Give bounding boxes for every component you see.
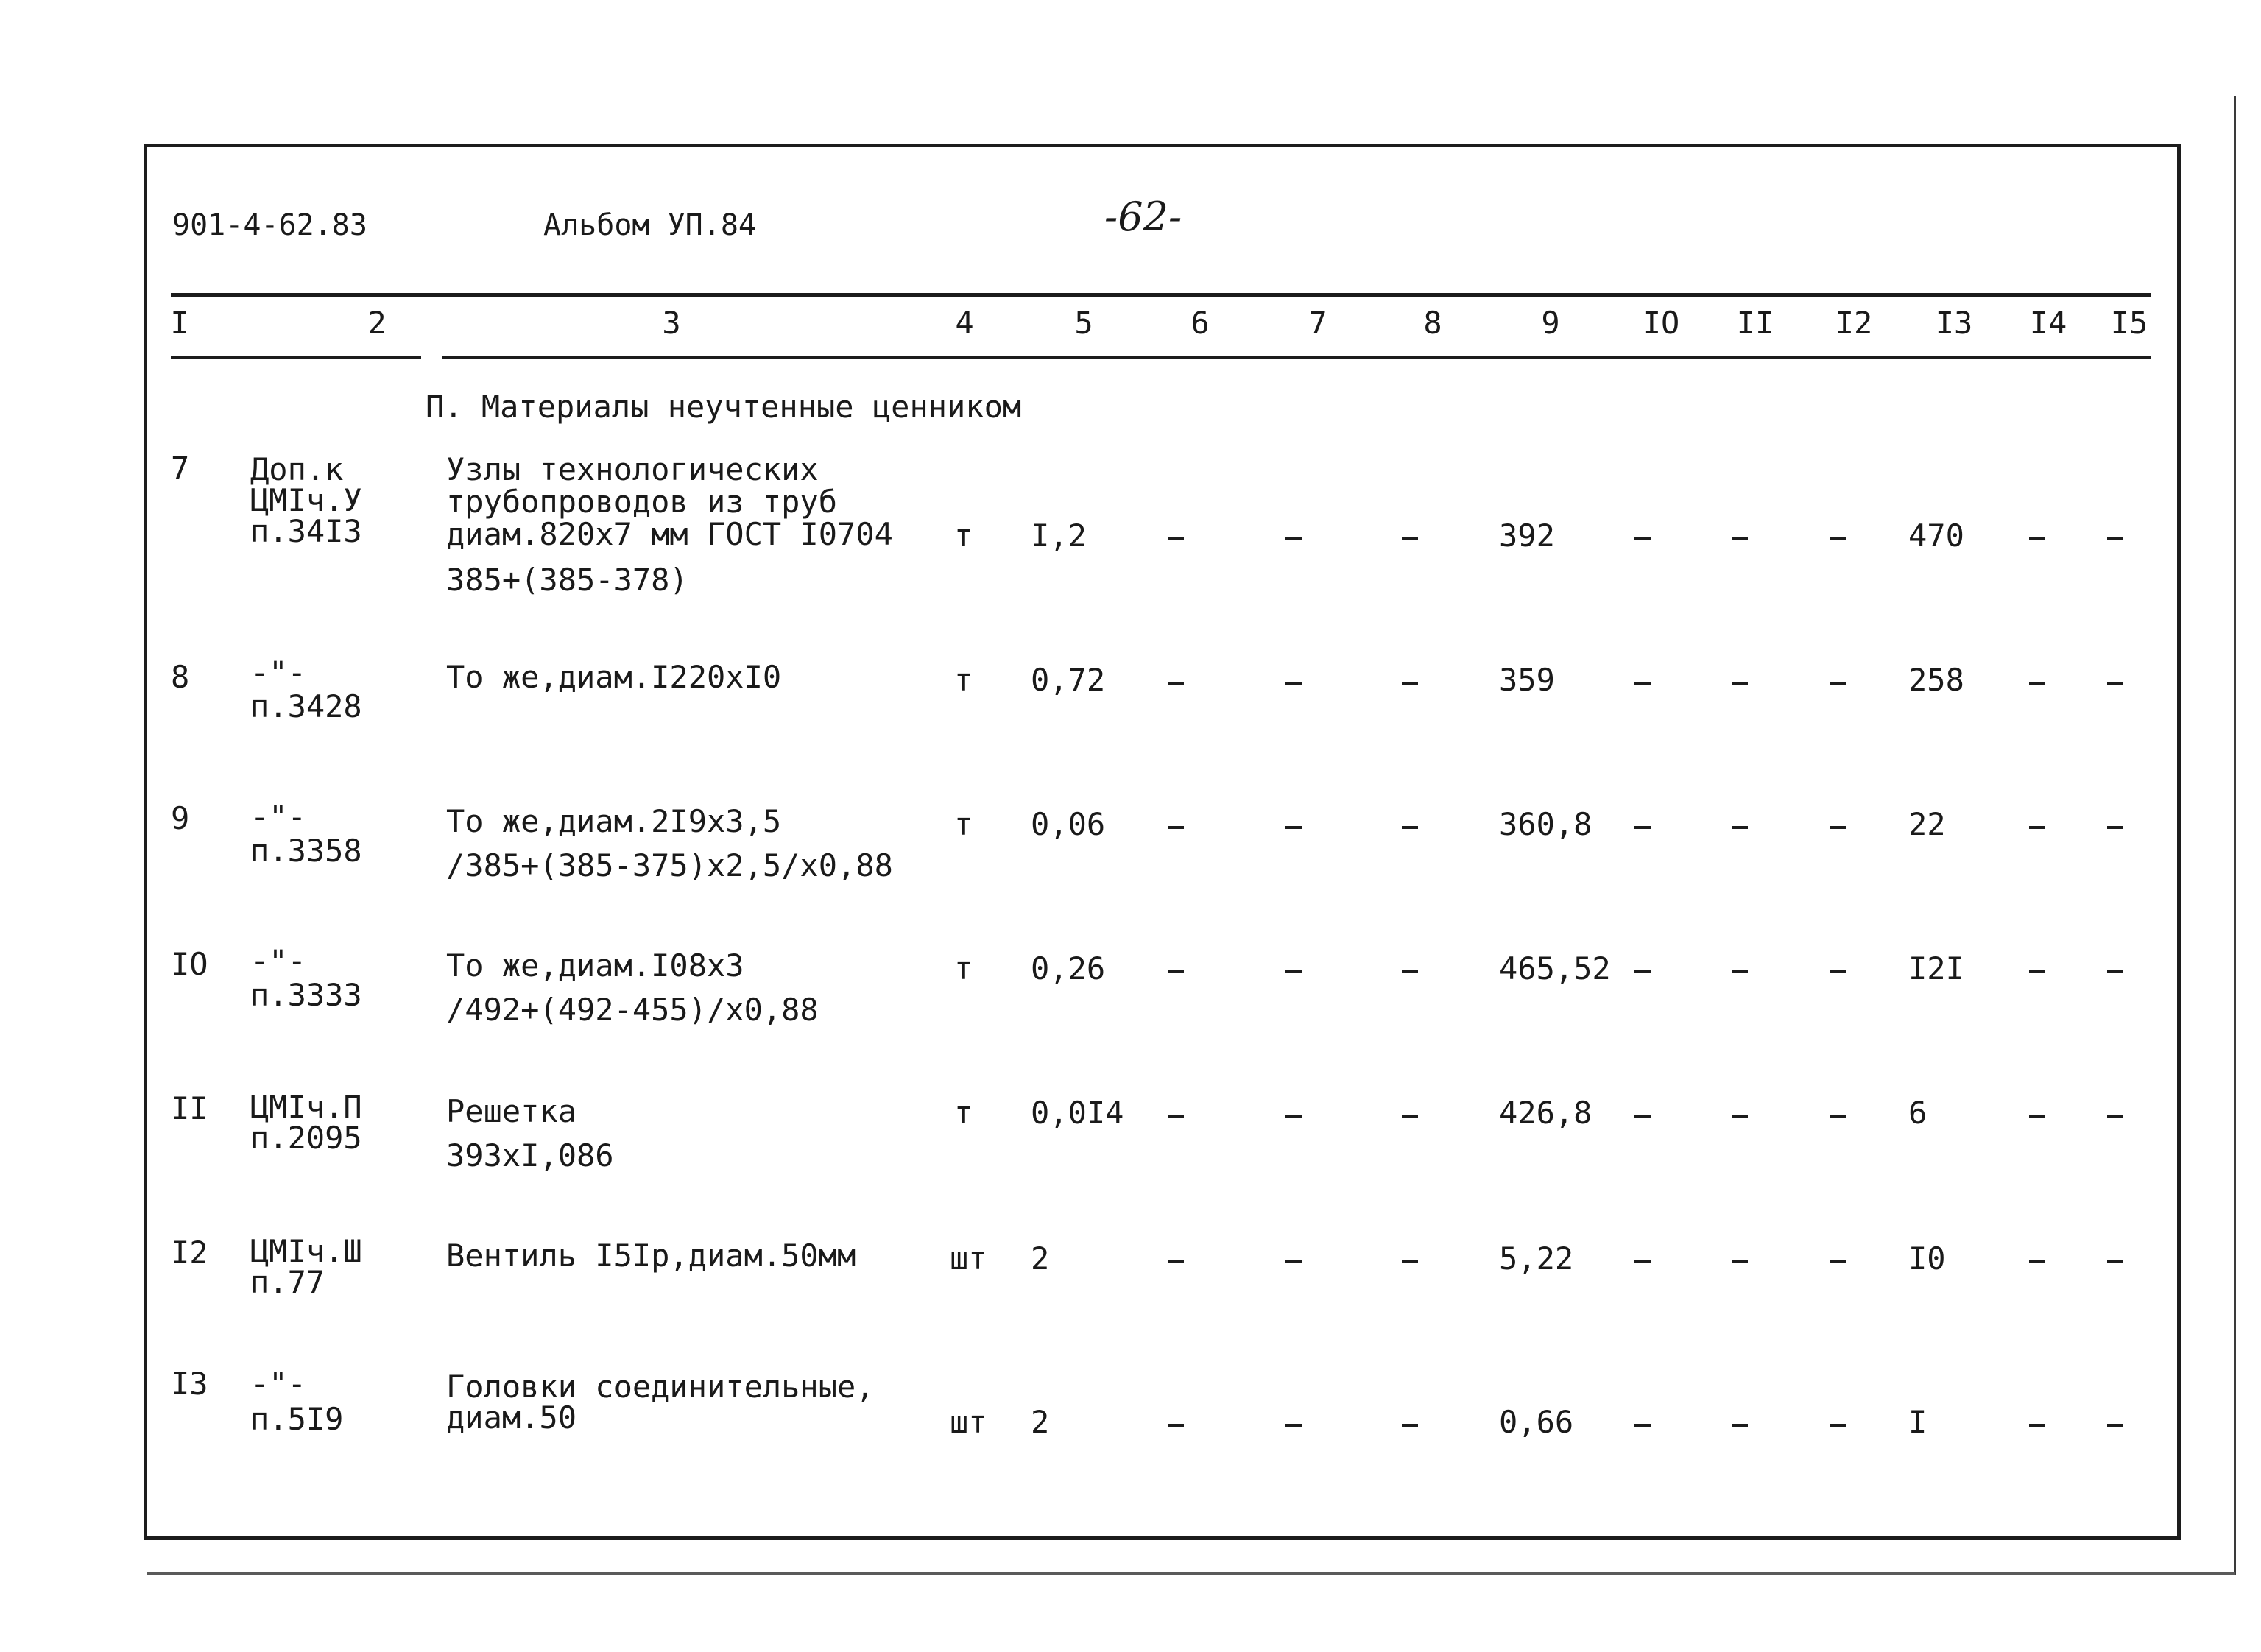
empty-dash [1830,1115,1846,1118]
reference-line: ЦМIч.П [250,1089,362,1125]
empty-dash [1830,826,1846,829]
reference-line: п.77 [250,1264,325,1300]
empty-dash [1634,1424,1651,1427]
empty-dash [1168,1115,1184,1118]
column-number: II [1736,305,1774,341]
description-line: Решетка [446,1093,577,1129]
empty-dash [1634,537,1651,540]
quantity: 0,06 [1031,806,1106,842]
price-value: 360,8 [1499,806,1592,842]
quantity: 2 [1031,1404,1050,1440]
empty-dash [1402,537,1418,540]
row-number: 8 [171,659,190,695]
empty-dash [2029,1424,2045,1427]
empty-dash [1285,682,1302,685]
sheet-edge-right [2234,96,2236,1575]
column-rule-left [171,356,421,359]
empty-dash [1402,1115,1418,1118]
column-number: I4 [2029,305,2067,341]
empty-dash [2029,1115,2045,1118]
unit: т [954,806,973,842]
empty-dash [1402,826,1418,829]
empty-dash [1634,1260,1651,1263]
empty-dash [1168,826,1184,829]
section-title: П. Материалы неучтенные ценником [426,389,1022,425]
empty-dash [1732,1115,1748,1118]
empty-dash [1168,1260,1184,1263]
row-number: 7 [171,450,190,486]
description-line: трубопроводов из труб [446,484,838,520]
description-line: /492+(492-455)/x0,88 [446,992,819,1028]
empty-dash [1634,826,1651,829]
empty-dash [1830,537,1846,540]
description-line: 393xI,086 [446,1137,614,1173]
empty-dash [2107,537,2123,540]
price-value: 0,66 [1499,1404,1574,1440]
empty-dash [2029,826,2045,829]
description-line: То же,диам.2I9x3,5 [446,803,782,839]
empty-dash [2107,1260,2123,1263]
reference-line: п.34I3 [250,513,362,549]
description-line: То же,диам.I08x3 [446,947,744,984]
description-line: диам.820x7 мм ГОСТ I0704 [446,516,893,552]
price-value: 5,22 [1499,1240,1574,1277]
empty-dash [1285,1424,1302,1427]
empty-dash [1830,970,1846,973]
reference-line: -"- [250,943,306,979]
empty-dash [1402,1424,1418,1427]
empty-dash [1732,970,1748,973]
description-line: Вентиль I5Iр,диам.50мм [446,1238,856,1274]
empty-dash [1168,682,1184,685]
row-number: I2 [171,1235,208,1271]
quantity: 0,72 [1031,662,1106,698]
empty-dash [1285,826,1302,829]
price-value: 359 [1499,662,1555,698]
column-number: 6 [1191,305,1210,341]
column-number: I2 [1835,305,1873,341]
unit: шт [950,1240,987,1277]
empty-dash [1732,1424,1748,1427]
quantity: I,2 [1031,518,1087,554]
empty-dash [1285,1260,1302,1263]
empty-dash [1285,1115,1302,1118]
unit: т [954,1095,973,1131]
empty-dash [2029,537,2045,540]
empty-dash [1732,1260,1748,1263]
empty-dash [1830,1260,1846,1263]
column-number: 4 [955,305,974,341]
album-label: Альбом УП.84 [543,208,756,242]
empty-dash [1634,970,1651,973]
column-number: I [170,305,189,341]
column-number: 3 [662,305,681,341]
reference-line: п.3428 [250,688,362,724]
unit: шт [950,1404,987,1440]
reference-line: -"- [250,1366,306,1402]
reference-line: Доп.к [250,451,344,487]
description-line: 385+(385-378) [446,562,688,598]
column-number: 7 [1308,305,1327,341]
reference-line: п.5I9 [250,1401,344,1437]
unit: т [954,518,973,554]
empty-dash [1830,682,1846,685]
column-number: I5 [2110,305,2148,341]
column-number: IO [1642,305,1680,341]
empty-dash [1732,682,1748,685]
unit: т [954,950,973,986]
empty-dash [2029,682,2045,685]
column-number: 5 [1074,305,1093,341]
total-value: I0 [1908,1240,1946,1277]
description-line: То же,диам.I220xI0 [446,659,782,695]
empty-dash [1732,537,1748,540]
quantity: 0,0I4 [1031,1095,1124,1131]
description-line: диам.50 [446,1399,577,1436]
empty-dash [2107,970,2123,973]
quantity: 2 [1031,1240,1050,1277]
row-number: I3 [171,1366,208,1402]
empty-dash [1830,1424,1846,1427]
reference-line: -"- [250,799,306,835]
empty-dash [2029,1260,2045,1263]
empty-dash [1402,970,1418,973]
unit: т [954,662,973,698]
total-value: 258 [1908,662,1964,698]
price-value: 392 [1499,518,1555,554]
reference-line: п.3333 [250,977,362,1013]
reference-line: п.3358 [250,833,362,869]
empty-dash [1168,970,1184,973]
row-number: IO [171,946,208,982]
quantity: 0,26 [1031,950,1106,986]
column-number: I3 [1935,305,1973,341]
reference-line: -"- [250,654,306,691]
empty-dash [2107,682,2123,685]
total-value: I2I [1908,950,1964,986]
header-rule [171,293,2151,297]
empty-dash [2029,970,2045,973]
empty-dash [1168,1424,1184,1427]
empty-dash [2107,826,2123,829]
row-number: II [171,1090,208,1126]
column-number: 2 [367,305,387,341]
empty-dash [1732,826,1748,829]
total-value: 22 [1908,806,1946,842]
empty-dash [1285,970,1302,973]
description-line: /385+(385-375)x2,5/x0,88 [446,847,893,883]
empty-dash [1402,682,1418,685]
reference-line: п.2095 [250,1120,362,1156]
empty-dash [2107,1424,2123,1427]
empty-dash [1285,537,1302,540]
empty-dash [2107,1115,2123,1118]
price-value: 465,52 [1499,950,1611,986]
description-line: Узлы технологических [446,451,819,487]
row-number: 9 [171,800,190,836]
empty-dash [1634,682,1651,685]
total-value: 470 [1908,518,1964,554]
column-number: 8 [1423,305,1442,341]
description-line: Головки соединительные, [446,1369,875,1405]
empty-dash [1168,537,1184,540]
reference-line: ЦМIч.Ш [250,1233,362,1269]
page-number: -62- [1104,194,1182,240]
reference-line: ЦМIч.У [250,482,362,518]
empty-dash [1402,1260,1418,1263]
sheet-edge-bottom [147,1572,2235,1575]
empty-dash [1634,1115,1651,1118]
total-value: 6 [1908,1095,1927,1131]
column-number: 9 [1541,305,1560,341]
column-rule-right [442,356,2151,359]
page-frame [144,144,2181,1540]
doc-code: 901-4-62.83 [172,208,367,242]
price-value: 426,8 [1499,1095,1592,1131]
total-value: I [1908,1404,1927,1440]
